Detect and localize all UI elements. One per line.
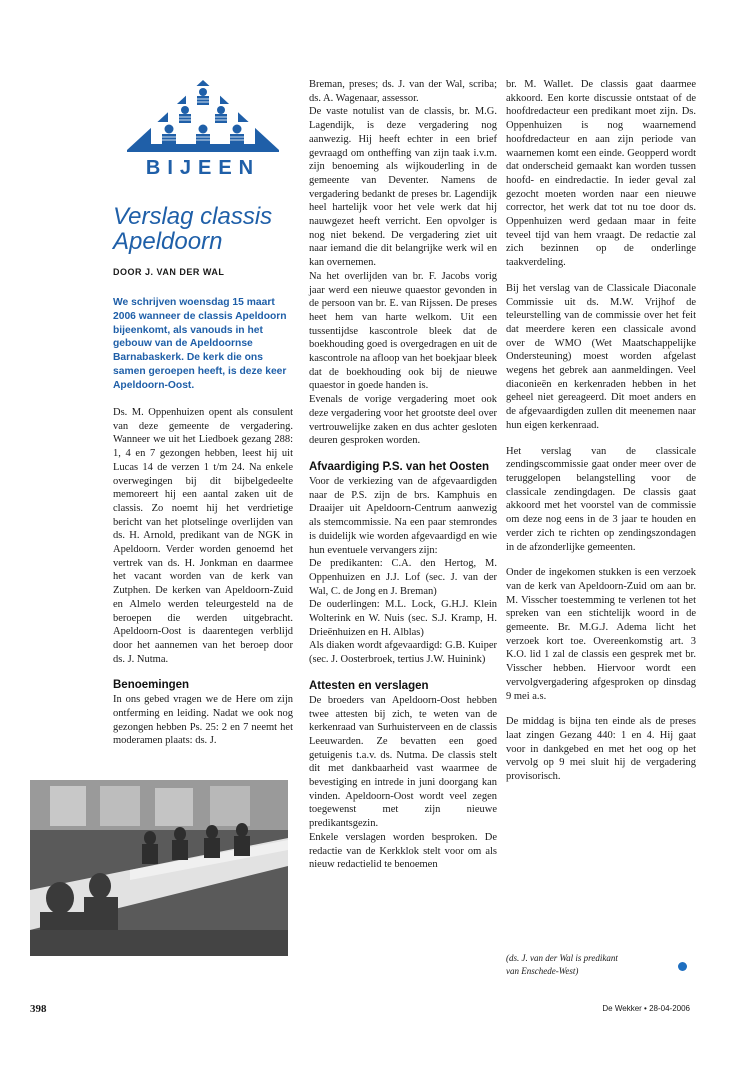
bijeen-logo (123, 78, 283, 178)
logo-graphic (123, 78, 283, 178)
paragraph: In ons gebed vragen we de Here om zijn ontferming en leiding. Nadat we ook nog gezongen hebben Ps. 25: 2 en 7 neemt het moderamen plaats: ds. J. (113, 694, 293, 747)
paragraph: Na het overlijden van br. F. Jacobs vorig jaar werd een nieuwe quaestor gevonden in de persoon van br. E. van Rijssen. De preses heet hem van harte welkom. Uit een tussentijdse kascontrole bleek dat de boekhouding goed is overgedragen en uit de kascontrole na afloop van het boekjaar bleek dat de boekhouding ook bij de nieuwe quaestor in goede handen is. (309, 270, 497, 392)
section-heading-attesten: Attesten en verslagen (309, 679, 429, 692)
section-heading-afvaardiging: Afvaardiging P.S. van het Oosten (309, 460, 489, 473)
author-note-line1: (ds. J. van der Wal is predikant (506, 953, 618, 963)
article-title-line2: Apeldoorn (113, 228, 223, 255)
column-2 (309, 78, 497, 872)
paragraph: Breman, preses; ds. J. van der Wal, scriba; ds. A. Wagenaar, assessor. (309, 79, 497, 104)
article-title-line1: Verslag classis (113, 203, 273, 230)
intro-paragraph: We schrijven woensdag 15 maart 2006 wanneer de classis Apeldoorn bijeenkomt, als vanouds in het gebouw van de Apeldoornse Barnabaskerk. De kerk die ons samen geroepen heeft, is deze keer Apeldoorn-Oost. (113, 297, 287, 391)
paragraph: Onder de ingekomen stukken is een verzoek van de kerk van Apeldoorn-Zuid om aan br. M. Visscher toestemming te verlenen tot het spreken van een stichtelijk woord in de gemeente. Br. M.G.J. Adema licht het verzoek kort toe. Overeenkomstig art. 3 K.O. lid 1 zal de classis een gesprek met br. Visscher hebben. Hiervoor wordt een vervolgvergadering afgesproken op dinsdag 9 mei a.s. (506, 567, 696, 702)
meeting-photo (30, 780, 288, 956)
publication-footer: De Wekker • 28-04-2006 (602, 1004, 690, 1013)
paragraph: Als diaken wordt afgevaardigd: G.B. Kuiper (sec. J. Oosterbroek, tertius J.W. Huinink) (309, 640, 497, 666)
paragraph: Voor de verkiezing van de afgevaardigden naar de P.S. zijn de brs. Kamphuis en Draaijer uit Apeldoorn-Centrum aanwezig als stemcommissie. Na een paar stemrondes is duidelijk wie worden afgevaardigd en wie hun eventuele vervangers zijn: (309, 475, 497, 556)
paragraph: Het verslag van de classicale zendingscommissie gaat onder meer over de teruggelopen belangstelling voor de classicale zendingdagen. De classis gaat akkoord met het voorstel van de commissie om deze nog eens in de 3 jaar te houden en verder zich te richten op zendingszondagen in de afzonderlijke gemeenten. (506, 445, 696, 553)
paragraph: br. M. Wallet. De classis gaat daarmee akkoord. Een korte discussie ontstaat of de hoofdredacteur een predikant moet zijn. Ds. Oppenhuizen is nog waarnemend hoofdredacteur en aan zijn periode van waarnemen komt een einde. Geopperd wordt dat onderscheid gemaakt kan worden tussen hoofd- en eindredactie. In ieder geval zal gezocht moeten worden naar een nieuwe corrector, het werk dat tot nu toe door ds. Oppenhuizen werd gedaan maar in feite teveel tijd van hem vraagt. De redactie zal zich bezinnen op de onderlinge taakverdeling. (506, 79, 696, 269)
article-title (113, 204, 303, 254)
paragraph: Enkele verslagen worden besproken. De redactie van de Kerkklok stelt voor om als nieuw redactielid te benoemen (309, 831, 497, 871)
author-note-line2: van Enschede-West) (506, 966, 579, 976)
logo-text: BIJEEN (145, 157, 261, 178)
paragraph: De vaste notulist van de classis, br. M.G. Lagendijk, is deze vergadering nog aanwezig. Hij heeft echter in een brief gevraagd om ontheffing van zijn taak i.v.m. zijn benoeming als wijkouderling in de gemeente van Deventer. Namens de vergadering bedankt de preses br. Lagendijk heel hartelijk voor het vele werk dat hij nauwgezet heeft verricht. Een opvolger is nog niet bekend. De vergadering ziet uit naar iemand die dit belangrijke werk wil en kan overnemen. (309, 106, 497, 269)
paragraph: Evenals de vorige vergadering moet ook deze vergadering voor het grootste deel over vertrouwelijke zaken en dus achter gesloten deuren gesproken worden. (309, 394, 497, 447)
paragraph: Ds. M. Oppenhuizen opent als consulent van deze gemeente de vergadering. Wanneer we uit het Liedboek gezang 288: 1, 4 en 7 gezongen hebben, leest hij uit Lucas 14 de verzen 1 t/m 24. Na enkele overwegingen bij dit bijbelgedeelte memoreert hij een aantal zaken uit de classis. Zo noemt hij het verdrietige bericht van het plotselinge overlijden van ds. H. Arnold, predikant van de NGK in Apeldoorn. Verder worden genoemd het vertrek van ds. H. Jonkman en daarmee het vacant worden van de kerk van Zutphen. De kerken van Apeldoorn-Zuid en Almelo werden teleurgesteld na de beroepen die werden uitgebracht. Apeldoorn-Oost is daarentegen verblijd door het aannemen van het beroep door ds. J. Nutma. (113, 407, 293, 665)
paragraph: De middag is bijna ten einde als de preses laat zingen Gezang 440: 1 en 4. Hij gaat voor in dankgebed en met het oog op het vervolg op 9 mei sluit hij de vergadering provisorisch. (506, 716, 696, 783)
page-number: 398 (30, 1003, 47, 1015)
paragraph: De predikanten: C.A. den Hertog, M. Oppenhuizen en J.J. Lof (sec. J. van der Wal, C. de Jong en J. Breman) (309, 558, 497, 597)
paragraph: De ouderlingen: M.L. Lock, G.H.J. Klein Wolterink en W. Nuis (sec. S.J. Kramp, H. Drieënhuizen en H. Alblas) (309, 599, 497, 638)
section-heading-benoemingen: Benoemingen (113, 679, 190, 692)
author-note (506, 952, 656, 978)
column-1 (113, 406, 293, 760)
byline: DOOR J. VAN DER WAL (113, 267, 225, 277)
paragraph: De broeders van Apeldoorn-Oost hebben twee attesten bij zich, te weten van de kerkenraad van Surhuisterveen en de classis Leeuwarden. Ze bevatten een goed getuigenis t.a.v. ds. Nutma. De classis stelt dit met dankbaarheid vast waarmee de bevestiging en intrede in juni doorgang kan vinden. Apeldoorn-Oost wordt veel zegen toegewenst met zijn nieuwe predikantsgezin. (309, 694, 497, 830)
meeting-photo-graphic (30, 780, 288, 956)
paragraph: Bij het verslag van de Classicale Diaconale Commissie uit ds. M.W. Vrijhof de teleurstelling van de commissie over het feit dat meerdere keren een classicale avond over de WMO (Wet Maatschappelijke Ondersteuning) moest worden afgelast wegens het gebrek aan aanmeldingen. Veel diaconieën en kerkenraden hebben in het geheel niet gereageerd. Dit moet anders en de afgevaardigden zullen dit meenemen naar hun eigen kerkenraad. (506, 282, 696, 431)
column-3 (506, 78, 696, 796)
end-mark-icon (678, 962, 687, 971)
